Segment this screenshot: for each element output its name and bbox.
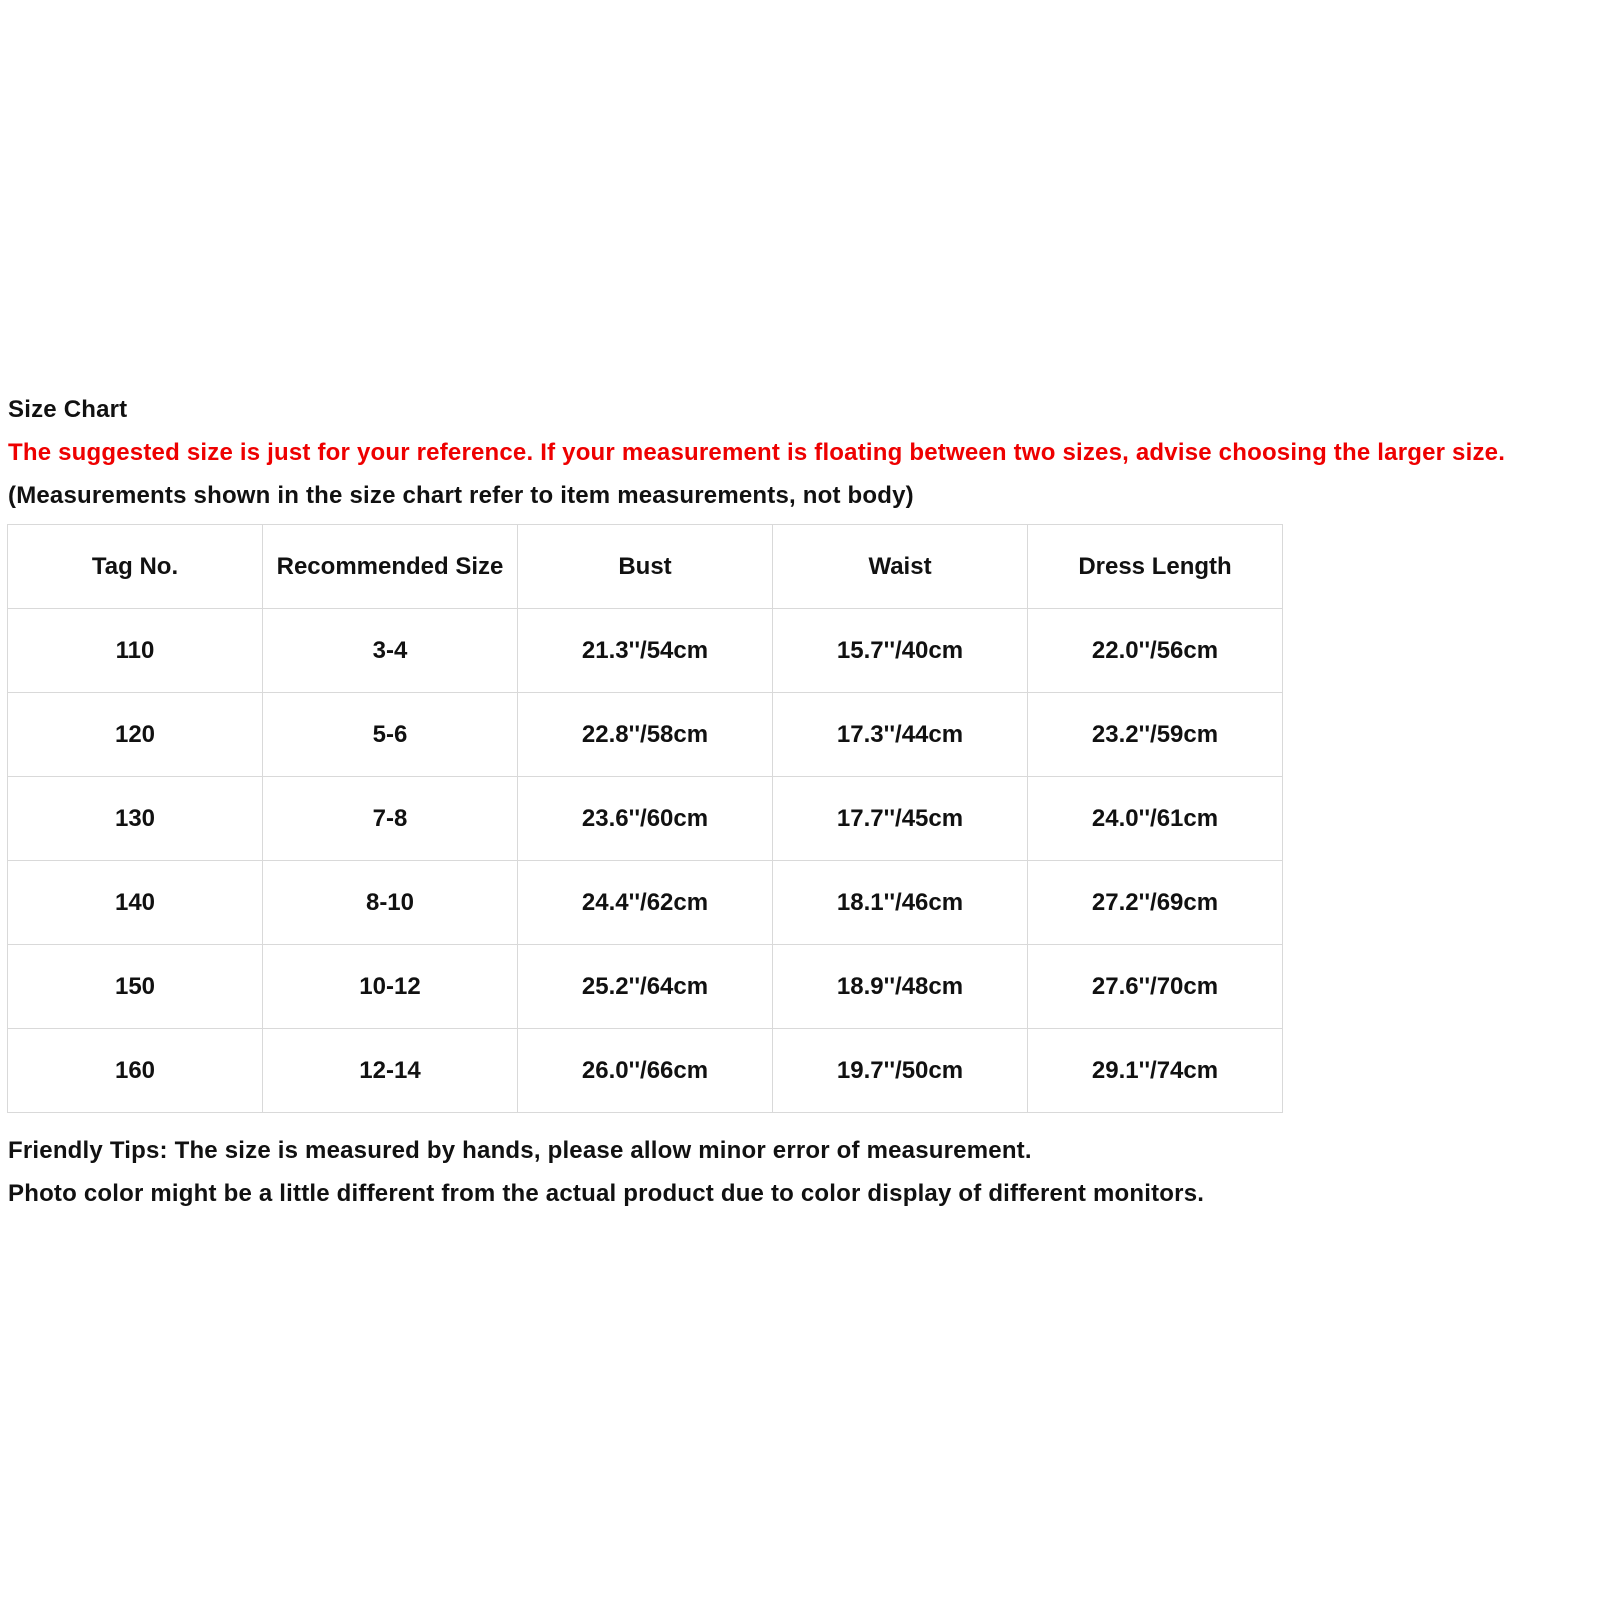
cell-bust: 25.2''/64cm (518, 945, 773, 1029)
cell-tag-no: 130 (8, 777, 263, 861)
cell-dress-length: 27.6''/70cm (1028, 945, 1283, 1029)
header-dress-length: Dress Length (1028, 525, 1283, 609)
cell-dress-length: 22.0''/56cm (1028, 609, 1283, 693)
table-row (8, 609, 1283, 693)
cell-recommended-size: 10-12 (263, 945, 518, 1029)
table-row (8, 777, 1283, 861)
cell-dress-length: 24.0''/61cm (1028, 777, 1283, 861)
cell-bust: 21.3''/54cm (518, 609, 773, 693)
size-advice-notice: The suggested size is just for your reference. If your measurement is floating between two sizes, advise choosing the larger size. (8, 439, 1506, 466)
header-recommended-size: Recommended Size (263, 525, 518, 609)
cell-tag-no: 140 (8, 861, 263, 945)
cell-bust: 26.0''/66cm (518, 1029, 773, 1113)
table-row (8, 861, 1283, 945)
cell-bust: 23.6''/60cm (518, 777, 773, 861)
measurement-note: (Measurements shown in the size chart refer to item measurements, not body) (8, 482, 914, 509)
page-title: Size Chart (8, 396, 128, 423)
cell-tag-no: 120 (8, 693, 263, 777)
cell-dress-length: 23.2''/59cm (1028, 693, 1283, 777)
friendly-tips-text: Friendly Tips: The size is measured by hands, please allow minor error of measurement. (8, 1137, 1032, 1164)
cell-dress-length: 29.1''/74cm (1028, 1029, 1283, 1113)
table-row (8, 1029, 1283, 1113)
cell-waist: 18.1''/46cm (773, 861, 1028, 945)
header-tag-no: Tag No. (8, 525, 263, 609)
cell-tag-no: 110 (8, 609, 263, 693)
cell-waist: 17.7''/45cm (773, 777, 1028, 861)
cell-recommended-size: 12-14 (263, 1029, 518, 1113)
cell-recommended-size: 8-10 (263, 861, 518, 945)
cell-tag-no: 160 (8, 1029, 263, 1113)
header-bust: Bust (518, 525, 773, 609)
cell-waist: 17.3''/44cm (773, 693, 1028, 777)
cell-waist: 18.9''/48cm (773, 945, 1028, 1029)
table-row (8, 693, 1283, 777)
cell-bust: 22.8''/58cm (518, 693, 773, 777)
cell-bust: 24.4''/62cm (518, 861, 773, 945)
cell-tag-no: 150 (8, 945, 263, 1029)
size-chart-table (7, 524, 1283, 1113)
header-waist: Waist (773, 525, 1028, 609)
cell-dress-length: 27.2''/69cm (1028, 861, 1283, 945)
table-row (8, 945, 1283, 1029)
cell-waist: 19.7''/50cm (773, 1029, 1028, 1113)
table-header-row (8, 525, 1283, 609)
photo-color-note: Photo color might be a little different from the actual product due to color display of different monitors. (8, 1180, 1205, 1207)
cell-waist: 15.7''/40cm (773, 609, 1028, 693)
cell-recommended-size: 7-8 (263, 777, 518, 861)
cell-recommended-size: 3-4 (263, 609, 518, 693)
cell-recommended-size: 5-6 (263, 693, 518, 777)
